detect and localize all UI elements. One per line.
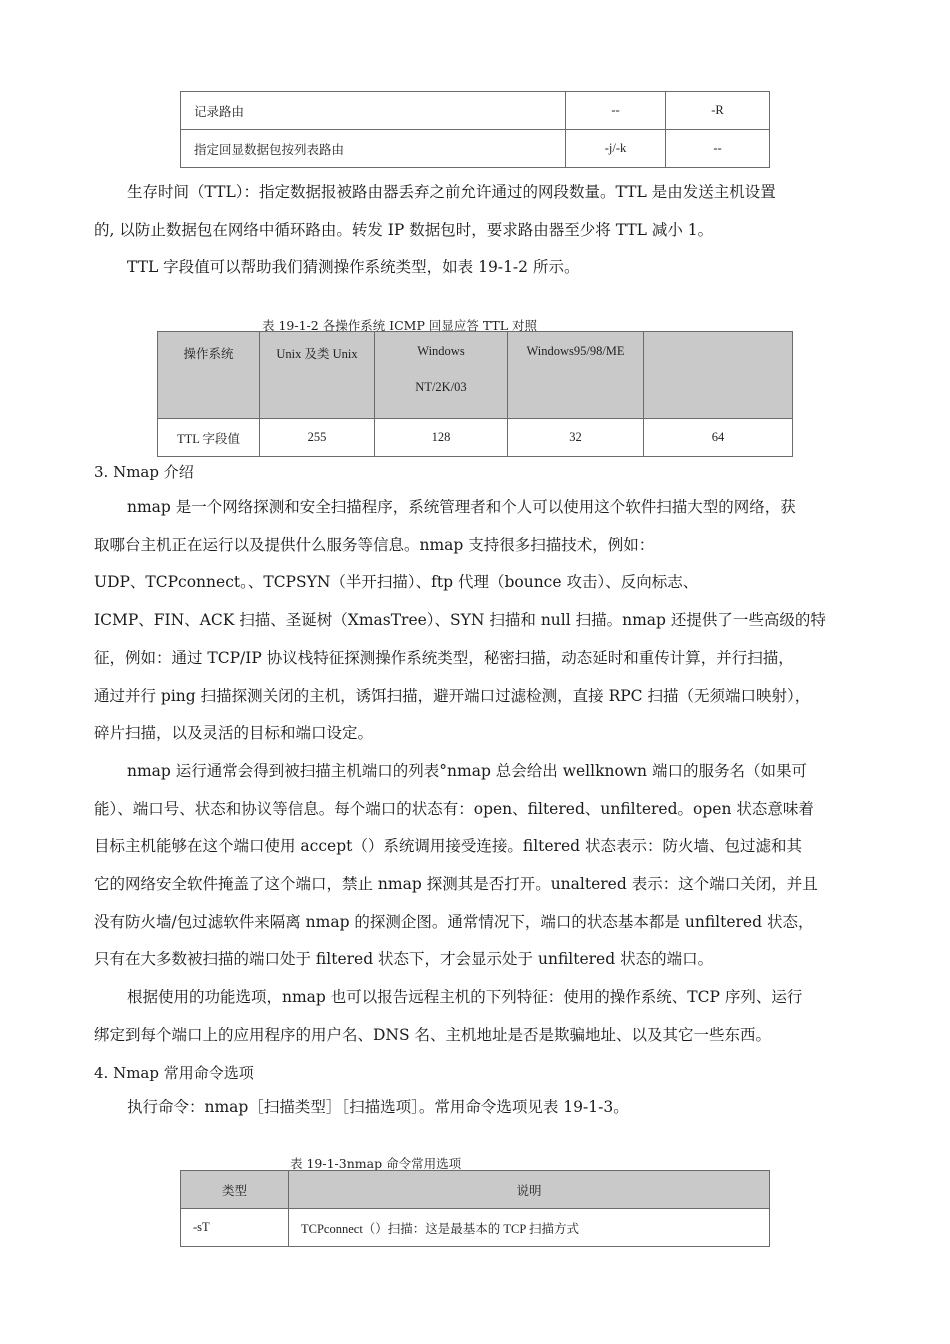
table-cell: -j/-k xyxy=(566,130,666,168)
table-cell: 32 xyxy=(508,419,644,457)
table-caption: 表 19-1-2 各操作系统 ICMP 回显应答 TTL 对照 xyxy=(262,318,538,333)
table-row xyxy=(181,92,770,130)
table-header-cell: 操作系统 xyxy=(158,332,260,419)
table-cell: 255 xyxy=(260,419,375,457)
table-row xyxy=(181,130,770,168)
table-header-row xyxy=(158,332,793,419)
text-line: 能）、端口号、状态和协议等信息。每个端口的状态有：open、filtered、unfiltered。open 状态意味着 xyxy=(94,799,814,818)
text-line: 没有防火墙/包过滤软件来隔离 nmap 的探测企图。通常情况下，端口的状态基本都是 unfiltered 状态， xyxy=(94,912,814,931)
ttl-table xyxy=(157,331,793,457)
nmap-intro-paragraph xyxy=(94,489,864,1055)
text-line: TTL 字段值可以帮助我们猜测操作系统类型，如表 19-1-2 所示。 xyxy=(127,258,580,277)
table-cell: -sT xyxy=(181,1209,289,1247)
ttl-paragraph xyxy=(94,174,864,287)
table-header-cell: 说明 xyxy=(289,1171,770,1209)
header-line: Windows xyxy=(417,344,465,358)
section-heading: 4. Nmap 常用命令选项 xyxy=(94,1064,254,1082)
text-line: nmap 运行通常会得到被扫描主机端口的列表°nmap 总会给出 wellknown 端口的服务名（如果可 xyxy=(127,761,807,780)
table-cell: 64 xyxy=(644,419,793,457)
text-line: 根据使用的功能选项，nmap 也可以报告远程主机的下列特征：使用的操作系统、TCP 序列、运行 xyxy=(127,988,803,1007)
table-header-row xyxy=(181,1171,770,1209)
text-line: 通过并行 ping 扫描探测关闭的主机，诱饵扫描，避开端口过滤检测，直接 RPC 扫描（无须端口映射）， xyxy=(94,686,811,705)
table-cell: -R xyxy=(666,92,770,130)
text-line: 执行命令：nmap［扫描类型］［扫描选项］。常用命令选项见表 19-1-3。 xyxy=(127,1098,629,1116)
table-cell: TTL 字段值 xyxy=(158,419,260,457)
text-line: 的, 以防止数据包在网络中循环路由。转发 IP 数据包时，要求路由器至少将 TTL 减小 1。 xyxy=(94,220,714,239)
text-line: 只有在大多数被扫描的端口处于 filtered 状态下，才会显示处于 unfiltered 状态的端口。 xyxy=(94,950,714,969)
table-caption: 表 19-1-3nmap 命令常用选项 xyxy=(290,1156,462,1171)
nmap-options-table xyxy=(180,1170,770,1247)
text-line: 绑定到每个端口上的应用程序的用户名、DNS 名、主机地址是否是欺骗地址、以及其它一些东西。 xyxy=(94,1025,772,1044)
header-line: NT/2K/03 xyxy=(415,380,467,394)
table-header-cell: Windows95/98/ME xyxy=(508,332,644,419)
table-cell: TCPconnect（）扫描：这是最基本的 TCP 扫描方式 xyxy=(289,1209,770,1247)
table-cell: 记录路由 xyxy=(181,92,566,130)
text-line: 碎片扫描，以及灵活的目标和端口设定。 xyxy=(94,724,374,743)
text-line: 取哪台主机正在运行以及提供什么服务等信息。nmap 支持很多扫描技术，例如： xyxy=(94,535,655,554)
text-line: 目标主机能够在这个端口使用 accept（）系统调用接受连接。filtered 状态表示：防火墙、包过滤和其 xyxy=(94,837,802,856)
text-line: 生存时间（TTL）：指定数据报被路由器丢弃之前允许通过的网段数量。TTL 是由发送主机设置 xyxy=(127,183,776,201)
route-options-table xyxy=(180,91,770,168)
table-header-cell: Unix 及类 Unix xyxy=(260,332,375,419)
table-cell: -- xyxy=(566,92,666,130)
table-cell: 指定回显数据包按列表路由 xyxy=(181,130,566,168)
table-cell: -- xyxy=(666,130,770,168)
section-heading: 3. Nmap 介绍 xyxy=(94,463,194,481)
table-header-cell: 类型 xyxy=(181,1171,289,1209)
table-header-cell xyxy=(375,332,508,419)
text-line: UDP、TCPconnect。、TCPSYN（半开扫描）、ftp 代理（bounce 攻击）、反向标志、 xyxy=(94,573,699,592)
text-line: 它的网络安全软件掩盖了这个端口，禁止 nmap 探测其是否打开。unaltered 表示：这个端口关闭，并且 xyxy=(94,875,818,894)
table-cell: 128 xyxy=(375,419,508,457)
table-row xyxy=(158,419,793,457)
table-header-cell xyxy=(644,332,793,419)
text-line: ICMP、FIN、ACK 扫描、圣诞树（XmasTree）、SYN 扫描和 null 扫描。nmap 还提供了一些高级的特 xyxy=(94,611,826,630)
table-row xyxy=(181,1209,770,1247)
nmap-command-paragraph xyxy=(94,1089,864,1127)
text-line: 征，例如：通过 TCP/IP 协议栈特征探测操作系统类型，秘密扫描，动态延时和重传计算，并行扫描， xyxy=(94,648,794,667)
text-line: nmap 是一个网络探测和安全扫描程序，系统管理者和个人可以使用这个软件扫描大型的网络，获 xyxy=(127,498,796,516)
